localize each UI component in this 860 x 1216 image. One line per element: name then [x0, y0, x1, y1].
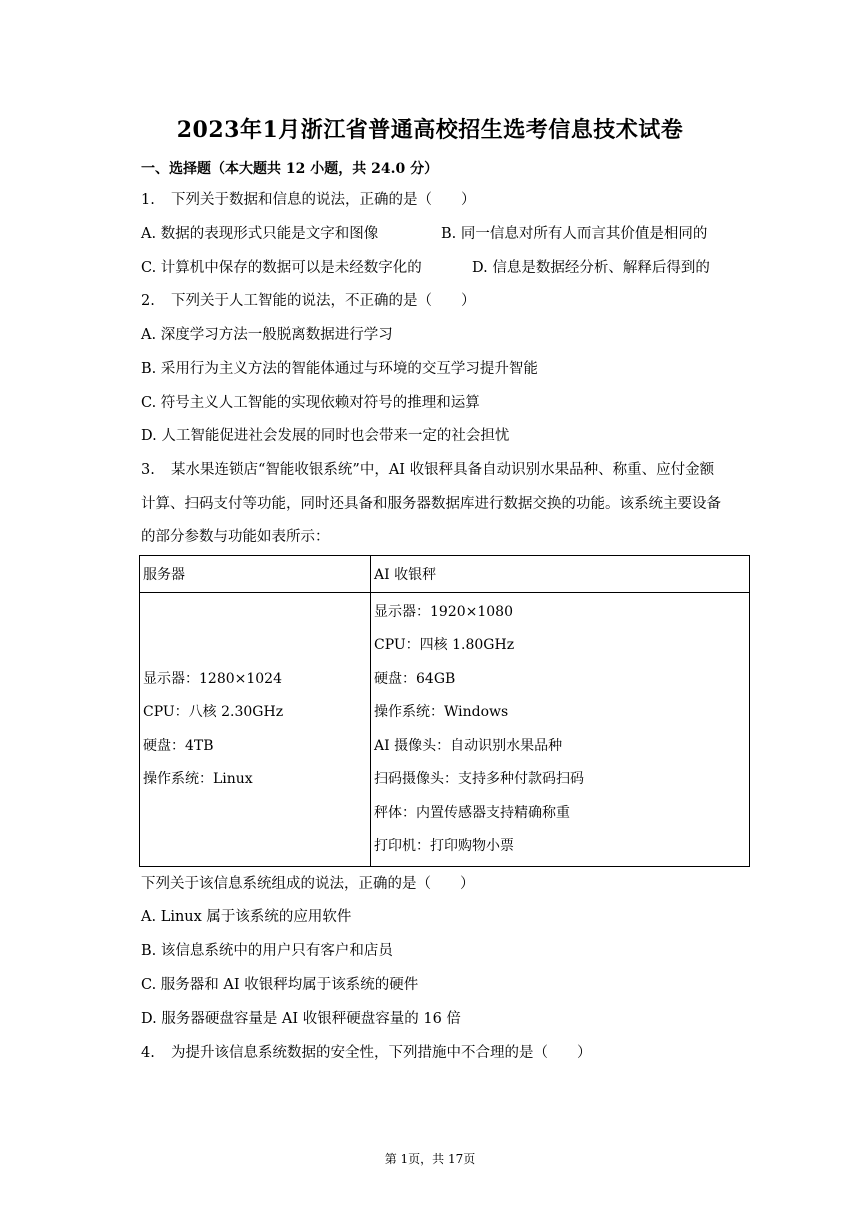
page-title: 2023年1月浙江省普通高校招生选考信息技术试卷	[176, 117, 684, 143]
server-disk: 硬盘：4TB	[143, 737, 214, 754]
scale-scan-camera: 扫码摄像头：支持多种付款码扫码	[374, 771, 584, 787]
section-heading: 一、选择题（本大题共 12 小题，共 24.0 分）	[141, 161, 439, 177]
table-header-row	[140, 556, 750, 593]
question-number: 2.	[141, 293, 155, 309]
q2-option-c: C. 符号主义人工智能的实现依赖对符号的推理和运算	[141, 395, 480, 411]
question-3-prompt: 下列关于该信息系统组成的说法，正确的是（ ）	[141, 876, 475, 892]
q3-option-c: C. 服务器和 AI 收银秤均属于该系统的硬件	[141, 977, 419, 993]
table-header-scale: AI 收银秤	[371, 556, 750, 593]
q1-option-d: D. 信息是数据经分析、解释后得到的	[472, 260, 710, 276]
scale-display: 显示器：1920×1080	[374, 603, 513, 620]
scale-params-cell	[371, 593, 750, 867]
table-header-server: 服务器	[140, 556, 371, 593]
scale-os: 操作系统：Windows	[374, 704, 509, 720]
question-3-line-2: 计算、扫码支付等功能，同时还具备和服务器数据库进行数据交换的功能。该系统主要设备	[141, 496, 721, 512]
question-number: 4.	[141, 1045, 155, 1061]
device-parameter-table	[139, 555, 750, 867]
question-2	[141, 292, 476, 310]
server-params-cell	[140, 593, 371, 867]
question-stem: 下列关于人工智能的说法，不正确的是（ ）	[171, 293, 476, 309]
table-row	[140, 593, 750, 867]
question-1	[141, 191, 476, 209]
q1-option-a: A. 数据的表现形式只能是文字和图像	[141, 226, 379, 242]
q1-option-c: C. 计算机中保存的数据可以是未经数字化的	[141, 260, 422, 276]
question-3-line-3: 的部分参数与功能如表所示：	[141, 529, 330, 545]
server-display: 显示器：1280×1024	[143, 670, 282, 687]
scale-body: 秤体：内置传感器支持精确称重	[374, 804, 570, 821]
q3-option-a: A. Linux 属于该系统的应用软件	[141, 909, 352, 925]
question-stem: 下列关于数据和信息的说法，正确的是（ ）	[171, 192, 476, 208]
question-number: 3.	[141, 462, 155, 478]
page-footer: 第 1页，共 17页	[384, 1152, 476, 1166]
question-number: 1.	[141, 192, 155, 208]
question-4	[141, 1044, 592, 1062]
server-cpu: CPU：八核 2.30GHz	[143, 704, 284, 720]
question-stem: 某水果连锁店“智能收银系统”中，AI 收银秤具备自动识别水果品种、称重、应付金额	[171, 462, 715, 478]
scale-cpu: CPU：四核 1.80GHz	[374, 637, 515, 653]
q3-option-b: B. 该信息系统中的用户只有客户和店员	[141, 943, 393, 959]
server-os: 操作系统：Linux	[143, 771, 253, 787]
scale-ai-camera: AI 摄像头：自动识别水果品种	[374, 737, 563, 754]
q1-option-b: B. 同一信息对所有人而言其价值是相同的	[441, 226, 708, 242]
q2-option-d: D. 人工智能促进社会发展的同时也会带来一定的社会担忧	[141, 428, 510, 444]
q2-option-b: B. 采用行为主义方法的智能体通过与环境的交互学习提升智能	[141, 361, 538, 377]
q2-option-a: A. 深度学习方法一般脱离数据进行学习	[141, 327, 393, 343]
q3-option-d: D. 服务器硬盘容量是 AI 收银秤硬盘容量的 16 倍	[141, 1011, 461, 1027]
scale-disk: 硬盘：64GB	[374, 670, 456, 687]
scale-printer: 打印机：打印购物小票	[374, 838, 514, 854]
question-stem: 为提升该信息系统数据的安全性，下列措施中不合理的是（ ）	[171, 1045, 592, 1061]
question-3	[141, 461, 714, 479]
